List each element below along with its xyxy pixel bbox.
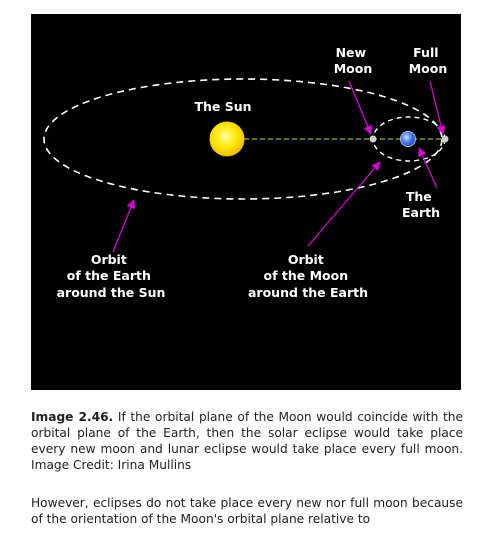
earth-orbit-pointer xyxy=(113,200,134,252)
earth-label: The Earth xyxy=(401,189,441,220)
new-moon-pointer xyxy=(349,81,371,134)
image-caption xyxy=(31,409,463,473)
new-moon-label: New Moon xyxy=(333,45,373,76)
sun-icon xyxy=(210,122,245,157)
sun-label: The Sun xyxy=(194,99,252,114)
diagram-canvas xyxy=(31,14,461,390)
caption-label: Image 2.46. xyxy=(31,410,114,424)
earth-icon xyxy=(401,132,416,147)
earth-orbit-label: Orbit of the Earth around the Sun xyxy=(56,252,166,300)
full-moon-icon xyxy=(442,136,449,143)
caption-text: If the orbital plane of the Moon would coincide with the orbital plane of the Earth, then the solar eclipse would take place every new moon and lunar eclipse would take place every full moon. Image Credit: Irina Mullins xyxy=(31,410,463,472)
moon-orbit-pointer xyxy=(308,162,380,246)
body-paragraph: However, eclipses do not take place every new nor full moon because of the orientation of the Moon's orbital plane relative to xyxy=(31,496,463,526)
eclipse-diagram xyxy=(31,14,461,390)
full-moon-label: Full Moon xyxy=(408,45,448,76)
moon-orbit-label: Orbit of the Moon around the Earth xyxy=(247,252,369,300)
new-moon-icon xyxy=(370,136,377,143)
